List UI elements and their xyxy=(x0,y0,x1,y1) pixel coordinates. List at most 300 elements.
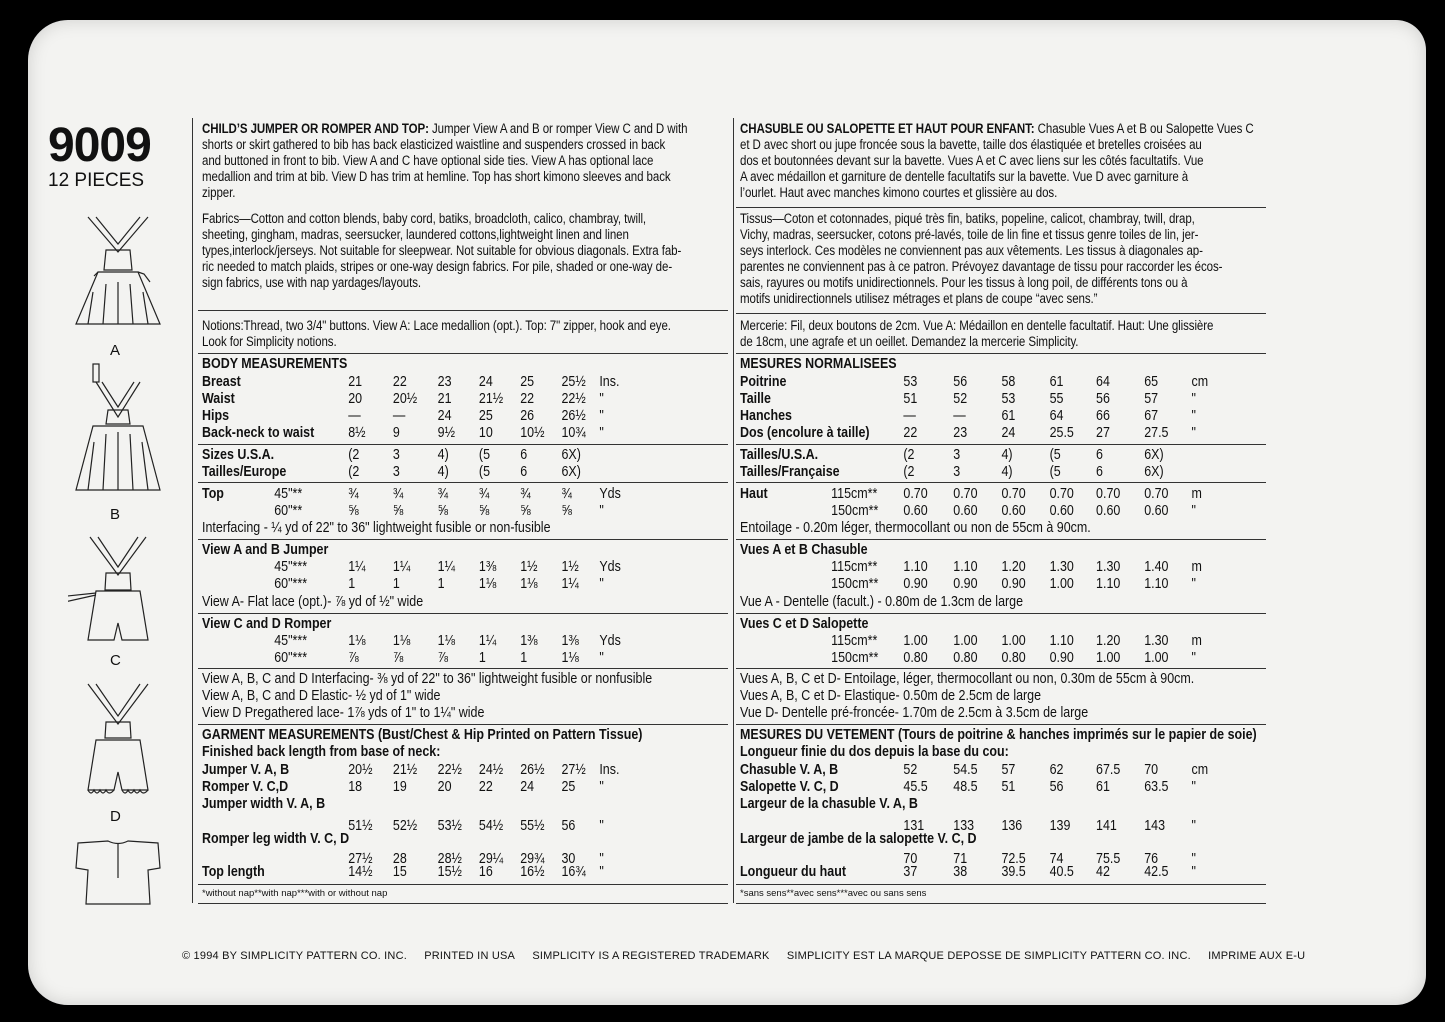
row-value: 0.60 xyxy=(903,503,928,519)
row-unit: " xyxy=(599,818,604,834)
row-value: 1¼ xyxy=(437,559,455,575)
row-value: 61 xyxy=(1001,408,1016,424)
row-value: 22 xyxy=(478,779,493,795)
row-value: ¾ xyxy=(561,486,572,502)
row-unit: " xyxy=(1191,864,1196,880)
row-value: 30 xyxy=(561,851,576,867)
row-value: 52 xyxy=(903,762,918,778)
row-value: 21½ xyxy=(392,762,418,778)
row-value: 25.5 xyxy=(1049,425,1074,441)
row-label: Romper V. C,D xyxy=(202,779,289,795)
view-b-sketch xyxy=(68,362,168,497)
row-unit: cm xyxy=(1191,374,1209,390)
row-value: 57 xyxy=(1144,391,1159,407)
row-value: 0.90 xyxy=(903,576,928,592)
row-value: 39.5 xyxy=(1001,864,1026,880)
row-value: 1⅛ xyxy=(478,576,497,592)
row-value: 29¾ xyxy=(520,851,545,867)
table-row xyxy=(740,408,1273,425)
row-value: ¾ xyxy=(437,486,449,502)
row-value: 1.00 xyxy=(1144,650,1169,666)
row-label: Largeur de la chasuble V. A, B xyxy=(740,796,918,812)
row-value: 28 xyxy=(392,851,407,867)
row-value: 0.70 xyxy=(1049,486,1074,502)
row-value: 51 xyxy=(1001,779,1016,795)
table-row xyxy=(202,831,735,848)
row-value: 1⅛ xyxy=(348,633,366,649)
table-rule xyxy=(198,903,728,904)
row-unit: " xyxy=(599,650,604,666)
row-value: 20 xyxy=(437,779,452,795)
row-value: 74 xyxy=(1049,851,1064,867)
fr-fabrics: Tissus—Coton et cotonnades, piqué très fin, batiks, popeline, calicot, chambray, twill, drap, Vichy, madras, seersucker, cotons pré-lavés, toile de lin fine et tissus genre toiles de lin, jer- seys interlock. Ces modèles ne conviennent pas aux vêtements. Les tissus à diagonales ap- parentes ne conviennent pas à ce patron. Prévoyez davantage de tissu pour raccorder les écos- sais, rayures ou motifs unidirectionnels. Pour les tissus à long poil, de différents tons ou à motifs unidirectionnels utilisez métrages et plans de coupe “avec sens.” xyxy=(740,211,1223,306)
row-value: 42.5 xyxy=(1144,864,1169,880)
row-value: 22½ xyxy=(437,762,462,778)
table-row xyxy=(740,831,1273,848)
row-value: (2 xyxy=(348,447,360,463)
row-value: 1¼ xyxy=(478,633,497,649)
row-value: 1⅛ xyxy=(520,576,538,592)
row-unit: cm xyxy=(1191,762,1209,778)
en-notions: Notions:Thread, two 3/4" buttons. View A: Lace medallion (opt.). Top: 7" zipper, hook and eye. Look for Simplicity notions. xyxy=(202,318,671,349)
table-row xyxy=(202,391,735,408)
row-width: 115cm** xyxy=(831,633,878,649)
row-value: 1 xyxy=(348,576,356,592)
top-sketch xyxy=(68,838,168,908)
pattern-number: 9009 xyxy=(48,119,151,172)
row-width: 115cm** xyxy=(831,559,878,575)
table-row xyxy=(202,779,735,796)
row-value: 63.5 xyxy=(1144,779,1169,795)
row-value: — xyxy=(348,408,361,424)
row-value: 1.10 xyxy=(1144,576,1169,592)
table-text: View A- Flat lace (opt.)- ⅞ yd of ½" wide xyxy=(202,594,424,610)
table-rule xyxy=(736,668,1266,669)
row-label: Chasuble V. A, B xyxy=(740,762,839,778)
row-value: 27½ xyxy=(348,851,373,867)
table-text: View D Pregathered lace- 1⅞ yds of 1" to 1¼" wide xyxy=(202,705,485,721)
row-value: 139 xyxy=(1049,818,1071,834)
row-value: 1⅜ xyxy=(520,633,538,649)
table-row xyxy=(202,796,735,813)
row-value: 53 xyxy=(903,374,918,390)
row-value: 45.5 xyxy=(903,779,928,795)
row-value: 76 xyxy=(1144,851,1159,867)
row-value: 66 xyxy=(1096,408,1110,424)
table-rule xyxy=(198,668,728,669)
row-value: 22 xyxy=(392,374,407,390)
row-width: 150cm** xyxy=(831,503,879,519)
row-value: 27½ xyxy=(561,762,586,778)
row-value: 24 xyxy=(478,374,493,390)
fr-description: CHASUBLE OU SALOPETTE ET HAUT POUR ENFANT: Chasuble Vues A et B ou Salopette Vues C et D avec short ou jupe froncée sous la bavette, taille dos élastiquée et bretelles croisées au dos et boutonnées devant sur la bavette. Vues A et C avec liens sur les côtés facultatifs. Vue A avec médaillon et garniture de dentelle facultatifs sur la bavette. Vue D avec garniture à l’ourlet. Haut avec manches kimono courtes et glissière au dos. xyxy=(740,121,1254,200)
row-value: 143 xyxy=(1144,818,1166,834)
row-unit: Ins. xyxy=(599,762,620,778)
row-value: 20½ xyxy=(392,391,418,407)
row-value: (5 xyxy=(478,447,491,463)
row-value: 0.90 xyxy=(1001,576,1026,592)
row-value: 25½ xyxy=(561,374,586,390)
row-value: 64 xyxy=(1096,374,1110,390)
table-row xyxy=(202,425,735,442)
row-value: 57 xyxy=(1001,762,1016,778)
row-value: ⅝ xyxy=(478,503,490,519)
row-value: 51 xyxy=(903,391,918,407)
row-value: 0.80 xyxy=(1001,650,1026,666)
row-value: (5 xyxy=(1049,464,1061,480)
row-value: 52½ xyxy=(392,818,418,834)
row-value: 6X) xyxy=(561,447,581,463)
row-label: Top xyxy=(202,486,224,502)
row-value: 1¼ xyxy=(348,559,366,575)
row-label: Back-neck to waist xyxy=(202,425,315,441)
row-width: 60"*** xyxy=(274,576,308,592)
table-row xyxy=(740,503,1273,520)
table-row xyxy=(740,425,1273,442)
row-value: 1⅜ xyxy=(478,559,497,575)
row-value: — xyxy=(903,408,916,424)
row-unit: " xyxy=(1191,425,1196,441)
table-row xyxy=(202,762,735,779)
row-value: 16½ xyxy=(520,864,545,880)
row-value: 6X) xyxy=(1144,464,1164,480)
row-value: 16 xyxy=(478,864,493,880)
row-unit: Yds xyxy=(599,486,621,502)
row-width: 150cm** xyxy=(831,576,879,592)
row-value: 70 xyxy=(1144,762,1159,778)
footer-printed: PRINTED IN USA xyxy=(424,950,516,962)
row-value: 1 xyxy=(478,650,486,666)
row-value: 22½ xyxy=(561,391,586,407)
row-value: 56 xyxy=(1096,391,1110,407)
row-unit: m xyxy=(1191,559,1202,575)
row-value: 10¾ xyxy=(561,425,586,441)
row-value: 27.5 xyxy=(1144,425,1169,441)
row-width: 60"*** xyxy=(274,650,308,666)
row-value: 6X) xyxy=(1144,447,1164,463)
table-row xyxy=(202,464,735,481)
row-value: (2 xyxy=(903,447,915,463)
view-b-letter: B xyxy=(110,506,121,523)
en-description: CHILD’S JUMPER OR ROMPER AND TOP: Jumper View A and B or romper View C and D with shorts or skirt gathered to bib has back elasticized waistline and suspenders crossed in back and buttoned in front to bib. View A and C have optional side ties. View A has optional lace medallion and trim at bib. View D has trim at hemline. Top has short kimono sleeves and back zipper. xyxy=(202,121,688,200)
row-value: 19 xyxy=(392,779,407,795)
row-value: 0.70 xyxy=(1001,486,1026,502)
row-value: 1.20 xyxy=(1001,559,1026,575)
table-row xyxy=(740,447,1273,464)
table-text: View C and D Romper xyxy=(202,616,332,632)
row-value: ⅞ xyxy=(437,650,449,666)
table-text: Interfacing - ¼ yd of 22" to 36" lightweight fusible or non-fusible xyxy=(202,520,551,536)
row-value: (2 xyxy=(903,464,915,480)
row-value: 64 xyxy=(1049,408,1064,424)
row-unit: " xyxy=(599,851,604,867)
row-value: ¾ xyxy=(478,486,490,502)
row-value: ⅝ xyxy=(561,503,572,519)
row-value: 131 xyxy=(903,818,925,834)
row-value: 26 xyxy=(520,408,535,424)
row-value: 48.5 xyxy=(953,779,978,795)
row-value: 53½ xyxy=(437,818,462,834)
row-unit: " xyxy=(599,864,604,880)
row-value: 4) xyxy=(1001,464,1013,480)
table-row xyxy=(202,559,735,576)
row-value: 24 xyxy=(437,408,452,424)
row-value: 26½ xyxy=(561,408,586,424)
row-value: 1.10 xyxy=(1049,633,1074,649)
row-value: 72.5 xyxy=(1001,851,1026,867)
row-value: 0.80 xyxy=(903,650,928,666)
row-value: 141 xyxy=(1096,818,1117,834)
row-value: 1 xyxy=(392,576,400,592)
row-value: 15½ xyxy=(437,864,462,880)
row-value: 55 xyxy=(1049,391,1064,407)
row-value: 0.90 xyxy=(1049,650,1074,666)
row-label: Breast xyxy=(202,374,241,390)
row-width: 45"*** xyxy=(274,559,308,575)
row-value: 38 xyxy=(953,864,968,880)
row-unit: Yds xyxy=(599,559,621,575)
row-value: 28½ xyxy=(437,851,462,867)
table-row xyxy=(202,633,735,650)
row-label: Largeur de jambe de la salopette V. C, D xyxy=(740,831,977,847)
row-value: 3 xyxy=(392,464,400,480)
row-value: 25 xyxy=(561,779,576,795)
row-value: 1⅜ xyxy=(561,633,579,649)
row-value: 54½ xyxy=(478,818,504,834)
row-value: 21 xyxy=(437,391,452,407)
table-rule xyxy=(198,444,728,445)
row-value: 75.5 xyxy=(1096,851,1121,867)
row-label: Jumper V. A, B xyxy=(202,762,290,778)
row-label: Romper leg width V. C, D xyxy=(202,831,350,847)
table-rule xyxy=(736,613,1266,614)
row-label: Tailles/Française xyxy=(740,464,840,480)
row-value: 21½ xyxy=(478,391,504,407)
row-value: 1¼ xyxy=(561,576,579,592)
footer-copyright: © 1994 BY SIMPLICITY PATTERN CO. INC. xyxy=(182,950,407,962)
row-label: Dos (encolure à taille) xyxy=(740,425,870,441)
row-value: ⅝ xyxy=(437,503,449,519)
row-value: 1.00 xyxy=(1096,650,1121,666)
table-rule xyxy=(736,482,1266,483)
row-value: 56 xyxy=(1049,779,1064,795)
view-d-sketch xyxy=(68,682,168,802)
table-text: Entoilage - 0.20m léger, thermocollant ou non de 55cm à 90cm. xyxy=(740,520,1091,536)
row-value: 6 xyxy=(1096,464,1103,480)
row-width: 150cm** xyxy=(831,650,879,666)
row-value: 22 xyxy=(520,391,535,407)
view-c-sketch xyxy=(68,535,168,650)
row-value: 1½ xyxy=(561,559,579,575)
row-value: (2 xyxy=(348,464,360,480)
row-value: 40.5 xyxy=(1049,864,1074,880)
row-value: 51½ xyxy=(348,818,373,834)
row-label: Top length xyxy=(202,864,265,880)
row-value: 22 xyxy=(903,425,918,441)
row-value: 0.70 xyxy=(1096,486,1121,502)
row-unit: m xyxy=(1191,486,1202,502)
row-value: 0.70 xyxy=(953,486,978,502)
table-text: GARMENT MEASUREMENTS (Bust/Chest & Hip Printed on Pattern Tissue) xyxy=(202,727,643,743)
row-value: 0.90 xyxy=(953,576,978,592)
row-unit: " xyxy=(1191,818,1196,834)
row-value: 24 xyxy=(1001,425,1016,441)
row-value: 62 xyxy=(1049,762,1064,778)
row-value: (5 xyxy=(478,464,491,480)
fr-title: CHASUBLE OU SALOPETTE ET HAUT POUR ENFANT: xyxy=(740,121,1035,136)
row-value: 0.60 xyxy=(1001,503,1026,519)
row-value: 1.00 xyxy=(903,633,928,649)
row-label: Sizes U.S.A. xyxy=(202,447,275,463)
row-value: 1.10 xyxy=(953,559,978,575)
row-value: 16¾ xyxy=(561,864,586,880)
table-text: View A, B, C and D Interfacing- ⅜ yd of 22" to 36" lightweight fusible or nonfusible xyxy=(202,671,653,687)
row-label: Salopette V. C, D xyxy=(740,779,839,795)
row-value: 42 xyxy=(1096,864,1110,880)
row-value: 0.70 xyxy=(903,486,928,502)
row-value: 1.00 xyxy=(1001,633,1026,649)
row-value: 1⅛ xyxy=(392,633,411,649)
row-value: 1.20 xyxy=(1096,633,1121,649)
table-text: Vues A, B, C et D- Elastique- 0.50m de 2.5cm de large xyxy=(740,688,1042,704)
row-width: 45"** xyxy=(274,486,303,502)
table-row xyxy=(740,374,1273,391)
row-value: 10½ xyxy=(520,425,545,441)
row-value: 61 xyxy=(1096,779,1110,795)
row-value: 9 xyxy=(392,425,400,441)
row-value: 20½ xyxy=(348,762,373,778)
row-value: 0.60 xyxy=(1144,503,1169,519)
row-value: 0.70 xyxy=(1144,486,1169,502)
row-value: 1 xyxy=(437,576,445,592)
row-value: ⅞ xyxy=(392,650,404,666)
table-rule xyxy=(198,539,728,540)
row-value: 8½ xyxy=(348,425,366,441)
row-value: 25 xyxy=(520,374,535,390)
table-rule xyxy=(736,884,1266,885)
table-text: View A and B Jumper xyxy=(202,542,329,558)
row-value: 24 xyxy=(520,779,535,795)
row-unit: m xyxy=(1191,633,1202,649)
table-rule xyxy=(198,613,728,614)
row-value: 6 xyxy=(1096,447,1103,463)
row-value: 136 xyxy=(1001,818,1023,834)
row-value: 21 xyxy=(348,374,363,390)
row-width: 60"** xyxy=(274,503,303,519)
row-value: 24½ xyxy=(478,762,504,778)
row-label: Tailles/U.S.A. xyxy=(740,447,819,463)
row-value: — xyxy=(392,408,406,424)
table-row xyxy=(740,762,1273,779)
pieces-count: 12 PIECES xyxy=(48,170,145,191)
row-value: ⅝ xyxy=(392,503,404,519)
row-value: 67.5 xyxy=(1096,762,1121,778)
row-value: ¾ xyxy=(520,486,531,502)
fr-footnote: *sans sens**avec sens***avec ou sans sens xyxy=(740,888,927,899)
row-value: 56 xyxy=(953,374,968,390)
row-value: — xyxy=(953,408,966,424)
row-unit: Yds xyxy=(599,633,621,649)
row-value: 1.00 xyxy=(953,633,978,649)
row-value: 53 xyxy=(1001,391,1016,407)
table-rule xyxy=(736,724,1266,725)
table-text: Finished back length from base of neck: xyxy=(202,744,441,760)
row-unit: " xyxy=(599,425,604,441)
table-row xyxy=(202,503,735,520)
table-text: MESURES DU VETEMENT (Tours de poitrine & hanches imprimés sur le papier de soie) xyxy=(740,727,1257,743)
row-value: 133 xyxy=(953,818,975,834)
row-unit: Ins. xyxy=(599,374,620,390)
row-unit: " xyxy=(1191,503,1196,519)
row-label: Waist xyxy=(202,391,235,407)
row-unit: " xyxy=(599,779,604,795)
row-value: ¾ xyxy=(392,486,404,502)
row-label: Longueur du haut xyxy=(740,864,846,880)
row-label: Hanches xyxy=(740,408,792,424)
row-value: ¾ xyxy=(348,486,359,502)
row-value: 1.30 xyxy=(1096,559,1121,575)
table-text: View A, B, C and D Elastic- ½ yd of 1" wide xyxy=(202,688,441,704)
row-unit: " xyxy=(599,576,604,592)
row-value: 1.10 xyxy=(1096,576,1121,592)
footer-trademark-en: SIMPLICITY IS A REGISTERED TRADEMARK xyxy=(532,950,770,962)
row-label: Tailles/Europe xyxy=(202,464,287,480)
column-divider-left xyxy=(192,118,193,903)
row-unit: " xyxy=(1191,408,1196,424)
row-label: Poitrine xyxy=(740,374,787,390)
table-rule xyxy=(736,903,1266,904)
row-value: 0.60 xyxy=(1049,503,1074,519)
table-row xyxy=(740,391,1273,408)
en-title: CHILD’S JUMPER OR ROMPER AND TOP: xyxy=(202,121,429,136)
table-text: Vues C et D Salopette xyxy=(740,616,869,632)
table-row xyxy=(740,779,1273,796)
row-value: 4) xyxy=(1001,447,1013,463)
footer-imprime: IMPRIME AUX E-U xyxy=(1208,950,1306,962)
table-text: Longueur finie du dos depuis la base du cou: xyxy=(740,744,1009,760)
row-label: Taille xyxy=(740,391,771,407)
row-value: 1⅛ xyxy=(437,633,455,649)
row-value: 55½ xyxy=(520,818,545,834)
footer xyxy=(182,950,1319,962)
row-value: 61 xyxy=(1049,374,1064,390)
row-value: 52 xyxy=(953,391,968,407)
row-unit: " xyxy=(599,408,604,424)
row-value: 15 xyxy=(392,864,407,880)
row-label: Jumper width V. A, B xyxy=(202,796,326,812)
row-value: 4) xyxy=(437,464,449,480)
table-rule xyxy=(736,539,1266,540)
footer-trademark-fr: SIMPLICITY EST LA MARQUE DEPOSSE DE SIMPLICITY PATTERN CO. INC. xyxy=(786,950,1191,962)
row-value: ⅝ xyxy=(348,503,359,519)
table-text: Vues A et B Chasuble xyxy=(740,542,868,558)
row-value: 27 xyxy=(1096,425,1110,441)
table-text: BODY MEASUREMENTS xyxy=(202,356,348,372)
row-value: 6X) xyxy=(561,464,581,480)
row-value: 0.60 xyxy=(1096,503,1121,519)
row-value: 54.5 xyxy=(953,762,978,778)
row-value: 67 xyxy=(1144,408,1159,424)
row-value: 3 xyxy=(392,447,400,463)
row-value: 1 xyxy=(520,650,528,666)
row-unit: " xyxy=(1191,851,1196,867)
row-value: ⅞ xyxy=(348,650,359,666)
row-value: 29¼ xyxy=(478,851,504,867)
row-unit: " xyxy=(1191,779,1196,795)
row-label: Haut xyxy=(740,486,768,502)
row-value: 23 xyxy=(953,425,968,441)
row-width: 45"*** xyxy=(274,633,308,649)
